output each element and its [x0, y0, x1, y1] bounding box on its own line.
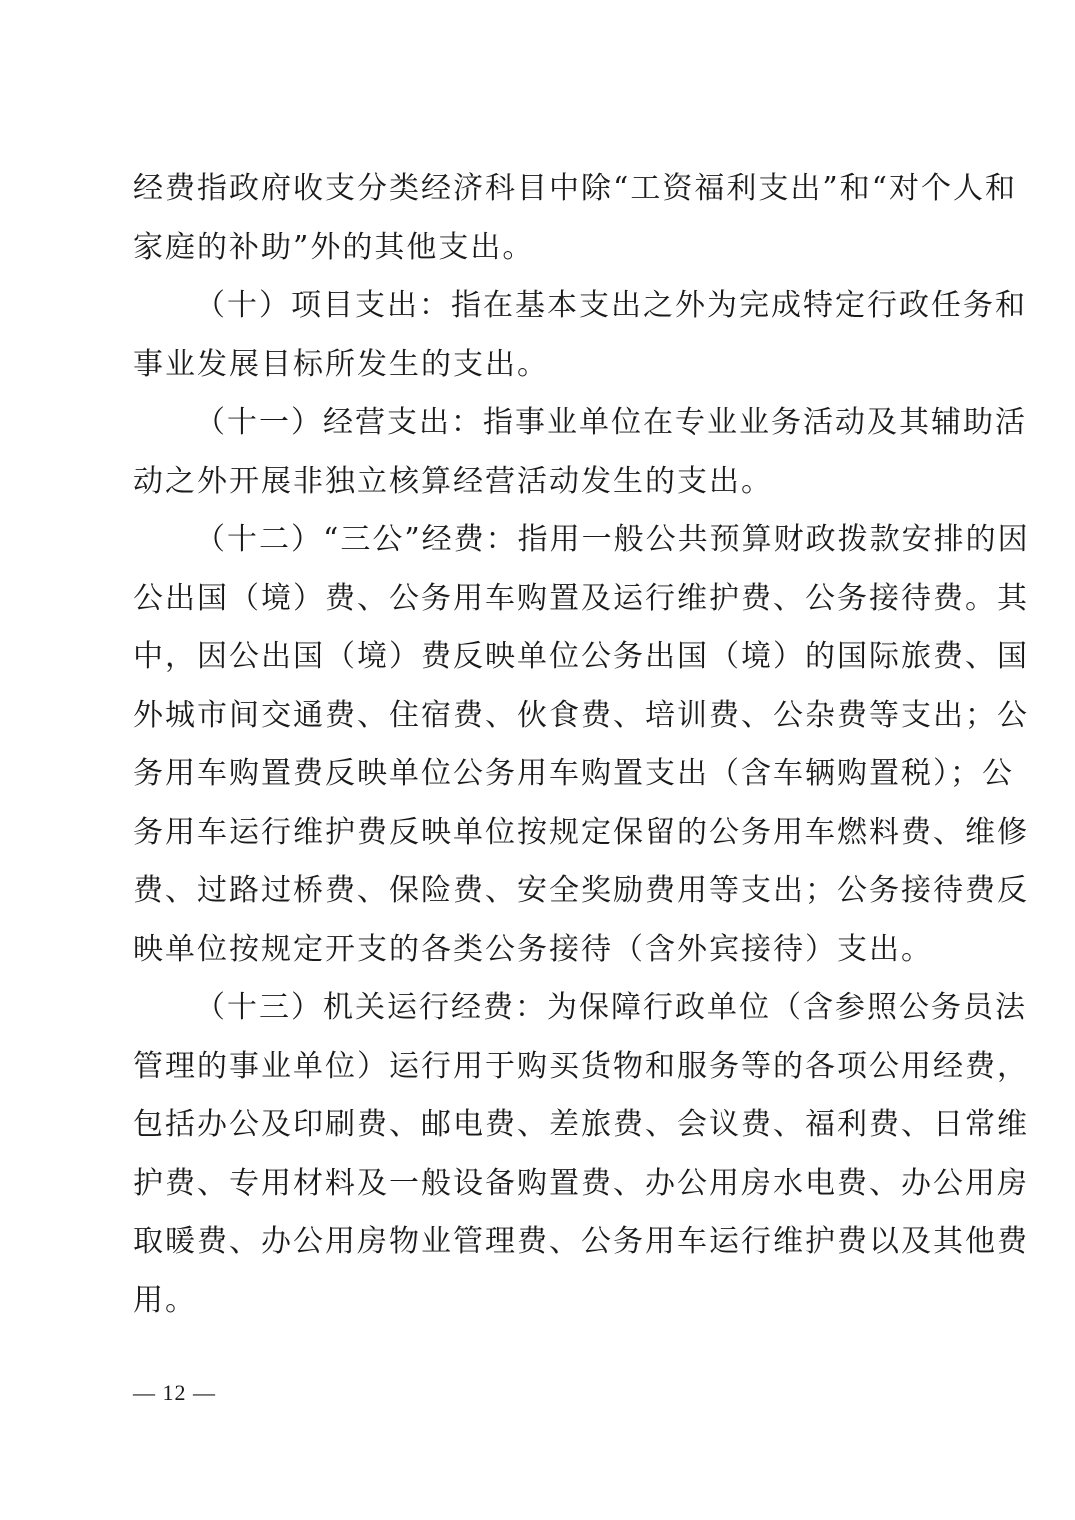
text-line: 公出国（境）费、公务用车购置及运行维护费、公务接待费。其	[133, 580, 1029, 616]
text-line: （十）项目支出：指在基本支出之外为完成特定行政任务和	[195, 288, 1027, 323]
text-line: 家庭的补助”外的其他支出。	[133, 229, 535, 265]
text-line: 务用车运行维护费反映单位按规定保留的公务用车燃料费、维修	[133, 814, 1029, 850]
text-line: 费、过路过桥费、保险费、安全奖励费用等支出；公务接待费反	[133, 873, 1029, 908]
body-text	[133, 160, 1030, 1330]
text-line: （十一）经营支出：指事业单位在专业业务活动及其辅助活	[195, 405, 1027, 440]
text-line: 用。	[133, 1282, 197, 1318]
text-line: 事业发展目标所发生的支出。	[133, 346, 549, 382]
text-line: 护费、专用材料及一般设备购置费、办公用房水电费、办公用房	[133, 1165, 1029, 1201]
page-number: — 12 —	[133, 1380, 216, 1405]
text-line: 管理的事业单位）运行用于购买货物和服务等的各项公用经费，	[133, 1048, 1029, 1084]
text-line: 外城市间交通费、住宿费、伙食费、培训费、公杂费等支出；公	[133, 697, 1029, 733]
text-line: （十三）机关运行经费：为保障行政单位（含参照公务员法	[195, 990, 1027, 1025]
text-line: 包括办公及印刷费、邮电费、差旅费、会议费、福利费、日常维	[133, 1107, 1029, 1142]
text-line: 映单位按规定开支的各类公务接待（含外宾接待）支出。	[133, 931, 933, 967]
text-line: 经费指政府收支分类经济科目中除“工资福利支出”和“对个人和	[133, 171, 1018, 206]
text-line: （十二）“三公”经费：指用一般公共预算财政拨款安排的因	[195, 522, 1030, 557]
text-line: 取暖费、办公用房物业管理费、公务用车运行维护费以及其他费	[133, 1224, 1029, 1259]
text-line: 中，因公出国（境）费反映单位公务出国（境）的国际旅费、国	[133, 639, 1029, 674]
text-line: 务用车购置费反映单位公务用车购置支出（含车辆购置税）；公	[133, 756, 1014, 791]
text-line: 动之外开展非独立核算经营活动发生的支出。	[133, 463, 773, 499]
